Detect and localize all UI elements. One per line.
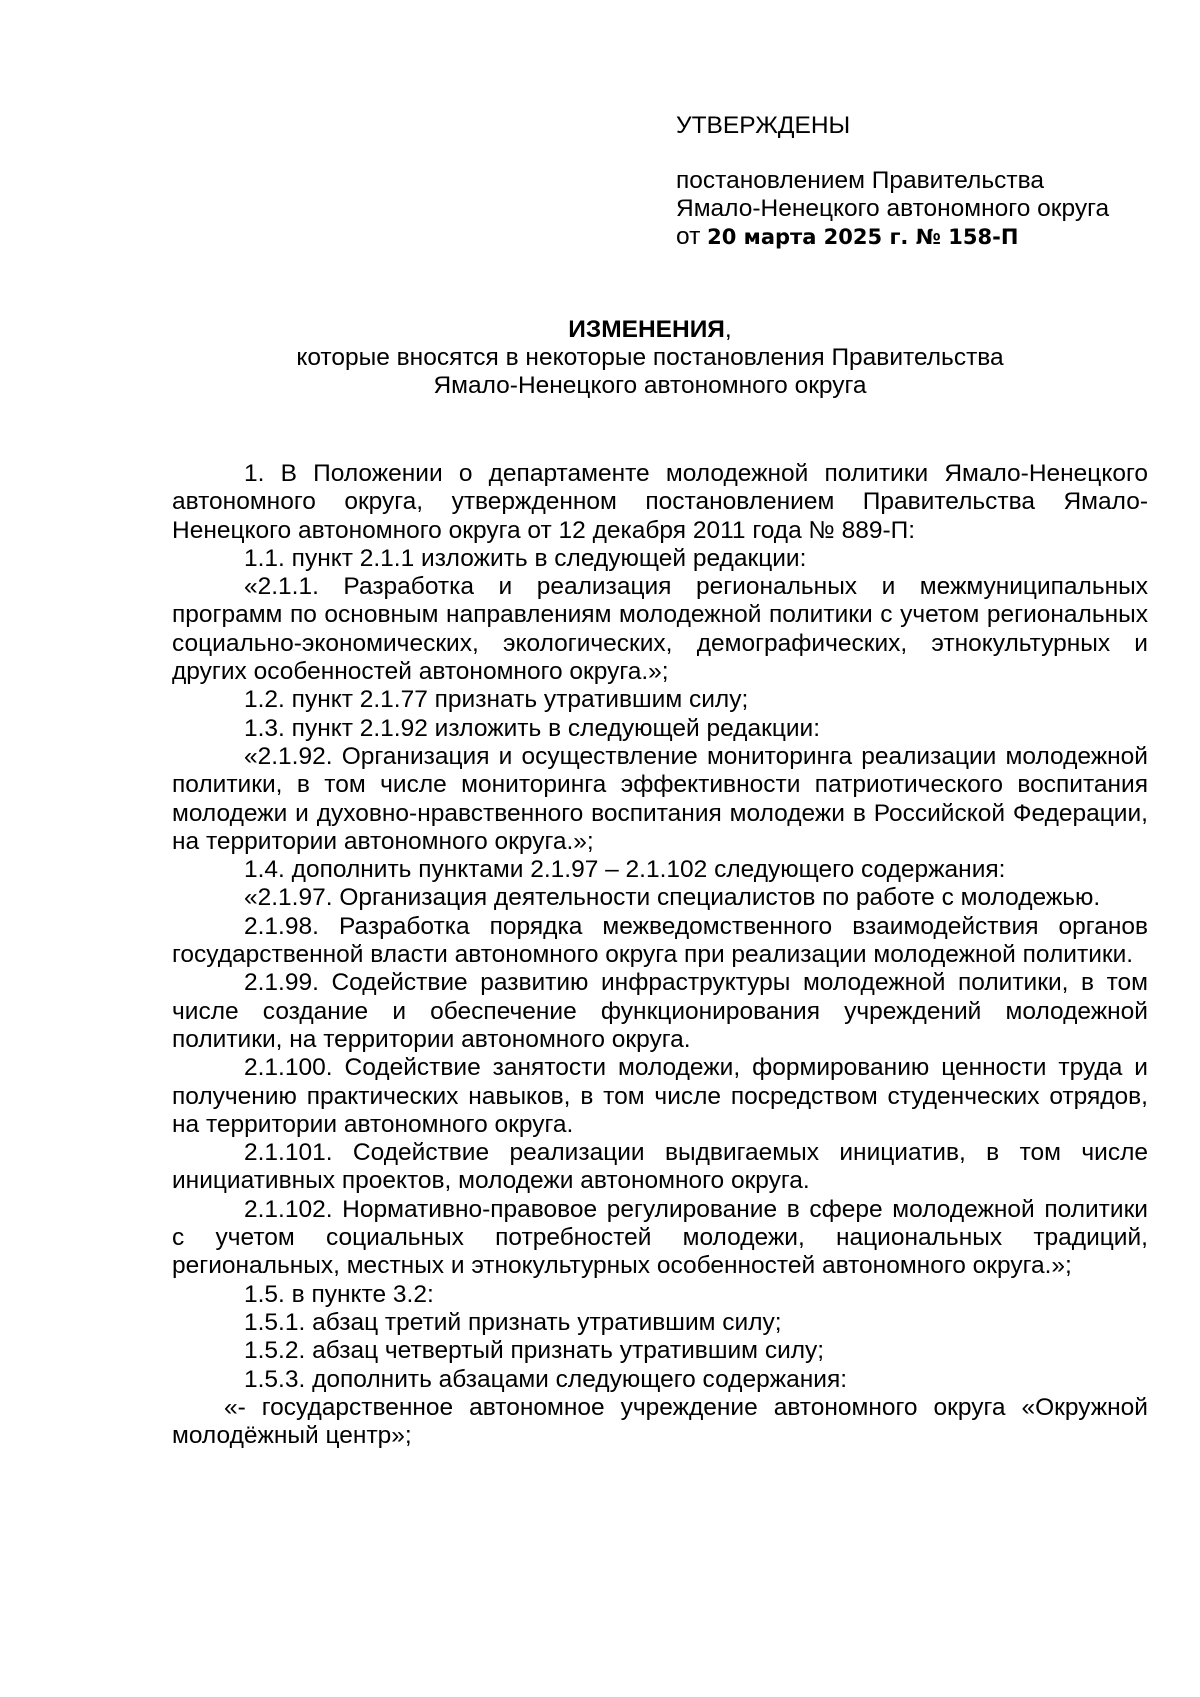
paragraph: 1.5.1. абзац третий признать утратившим силу; xyxy=(244,1308,782,1336)
approval-stamp: УТВЕРЖДЕНЫ xyxy=(676,112,851,139)
paragraph: 1.5. в пункте 3.2: xyxy=(244,1280,434,1308)
document-body xyxy=(172,460,1148,1450)
paragraph: 2.1.101. Содействие реализации выдвигаемых инициатив, в том числе инициативных проектов, молодежи автономного округа. xyxy=(172,1139,1148,1195)
paragraph: «- государственное автономное учреждение автономного округа «Окружной молодёжный центр»; xyxy=(172,1393,1148,1450)
paragraph: «2.1.1. Разработка и реализация региональных и межмуниципальных программ по основным направлениям молодежной политики с учетом региональных социально-экономических, экологических, демографических, этнокультурных и других особенностей автономного округа.»; xyxy=(172,573,1148,686)
document-title-suffix: , xyxy=(724,316,732,343)
approval-line-1: постановлением Правительства xyxy=(676,167,1044,194)
approval-date-prefix: от xyxy=(676,223,701,250)
document-title-block xyxy=(170,316,1130,400)
paragraph: 1. В Положении о департаменте молодежной политики Ямало-Ненецкого автономного округа, утвержденном постановлением Правительства Ямало-Ненецкого автономного округа от 12 декабря 2011 года № 889-П: xyxy=(172,460,1148,544)
document-title xyxy=(170,316,1130,344)
paragraph: 2.1.99. Содействие развитию инфраструктуры молодежной политики, в том числе создание и обеспечение функционирования учреждений молодежной политики, на территории автономного округа. xyxy=(172,969,1148,1053)
document-subtitle-1: которые вносятся в некоторые постановления Правительства xyxy=(296,344,1004,371)
paragraph: 2.1.102. Нормативно-правовое регулирование в сфере молодежной политики с учетом социальных потребностей молодежи, национальных традиций, региональных, местных и этнокультурных особенностей автономного округа.»; xyxy=(172,1195,1148,1280)
paragraph: 1.5.2. абзац четвертый признать утратившим силу; xyxy=(244,1337,825,1365)
paragraph: 2.1.98. Разработка порядка межведомственного взаимодействия органов государственной власти автономного округа при реализации молодежной политики. xyxy=(172,912,1148,969)
approval-date xyxy=(676,223,1156,251)
paragraph: 1.3. пункт 2.1.92 изложить в следующей редакции: xyxy=(244,714,821,742)
approval-stamp-block xyxy=(676,112,1156,251)
approval-line-2: Ямало-Ненецкого автономного округа xyxy=(676,195,1110,222)
document-subtitle-2: Ямало-Ненецкого автономного округа xyxy=(433,372,867,399)
document-title-heading: ИЗМЕНЕНИЯ xyxy=(568,316,725,343)
paragraph: «2.1.97. Организация деятельности специалистов по работе с молодежью. xyxy=(244,884,1101,912)
paragraph: 1.1. пункт 2.1.1 изложить в следующей редакции: xyxy=(244,544,807,572)
paragraph: «2.1.92. Организация и осуществление мониторинга реализации молодежной политики, в том числе мониторинга эффективности патриотического воспитания молодежи и духовно-нравственного воспитания молодежи в Российской Федерации, на территории автономного округа.»; xyxy=(172,742,1148,855)
paragraph: 1.2. пункт 2.1.77 признать утратившим силу; xyxy=(244,686,749,714)
approval-date-value: 20 марта 2025 г. № 158-П xyxy=(707,225,1019,249)
paragraph: 1.4. дополнить пунктами 2.1.97 – 2.1.102 следующего содержания: xyxy=(244,856,1006,884)
paragraph: 2.1.100. Содействие занятости молодежи, формированию ценности труда и получению практических навыков, в том числе посредством студенческих отрядов, на территории автономного округа. xyxy=(172,1054,1148,1138)
paragraph: 1.5.3. дополнить абзацами следующего содержания: xyxy=(244,1365,848,1393)
